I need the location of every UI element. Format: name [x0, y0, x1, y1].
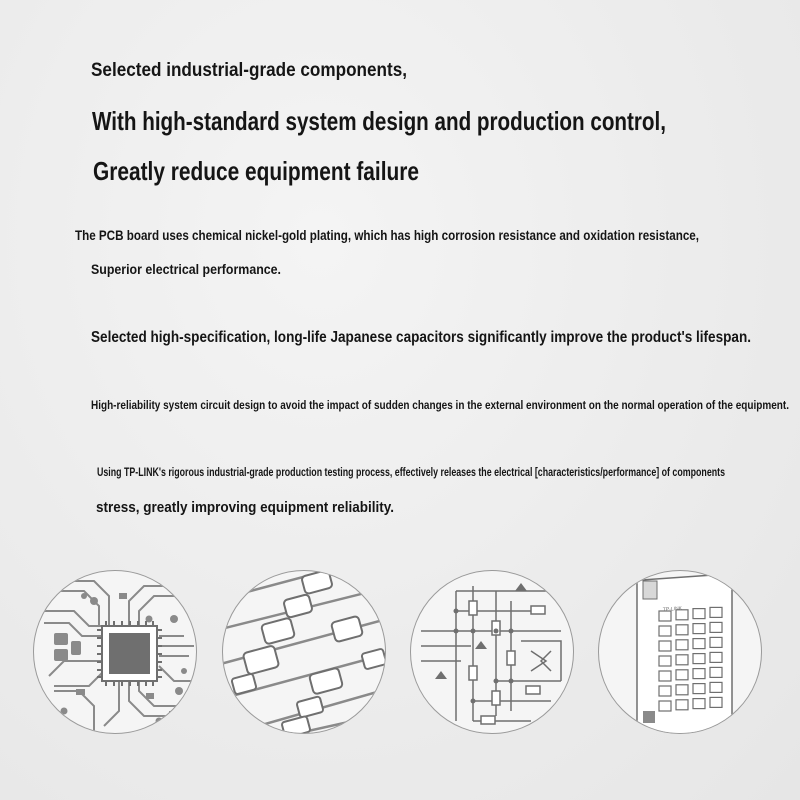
- switch-brand-label: TP-LINK: [662, 605, 683, 613]
- switch-port: [676, 655, 688, 665]
- switch-port: [659, 656, 671, 666]
- testing-feature-line-1-text: Using TP-LINK's rigorous industrial-grade production testing process, effectively releases the electrical [characteristics/performance] of components: [97, 465, 725, 479]
- switch-port: [710, 652, 722, 662]
- circuit-feature: [91, 398, 800, 412]
- capacitor-illustration: [222, 570, 386, 734]
- headline-line-2-text: With high-standard system design and production control,: [92, 106, 666, 136]
- switch-port: [710, 637, 722, 647]
- switch-port: [676, 640, 688, 650]
- switch-port: [710, 622, 722, 632]
- circuit-illustration: [410, 570, 574, 734]
- switch-port: [693, 669, 705, 679]
- network-switch-icon: [599, 571, 762, 734]
- pcb-feature-line-1-text: The PCB board uses chemical nickel-gold plating, which has high corrosion resistance and oxidation resistance,: [75, 227, 699, 243]
- testing-feature-line-1: [97, 465, 800, 479]
- headline-line-1-text: Selected industrial-grade components,: [91, 60, 407, 81]
- switch-port: [693, 639, 705, 649]
- switch-port: [676, 670, 688, 680]
- switch-port: [676, 700, 688, 710]
- switch-port: [659, 671, 671, 681]
- capacitor-feature: [91, 329, 800, 347]
- headline-line-3-text: Greatly reduce equipment failure: [93, 156, 419, 186]
- switch-port: [659, 626, 671, 636]
- pcb-chip-illustration: [33, 570, 197, 734]
- testing-feature-line-2: [96, 499, 427, 516]
- capacitor-icon: [223, 571, 386, 734]
- switch-port: [676, 685, 688, 695]
- switch-port: [710, 667, 722, 677]
- switch-port: [659, 701, 671, 711]
- pcb-feature-line-1: [75, 227, 800, 243]
- switch-port: [693, 609, 705, 619]
- switch-port: [710, 697, 722, 707]
- headline-line-3: [93, 156, 499, 187]
- switch-port: [693, 624, 705, 634]
- switch-port: [693, 654, 705, 664]
- circuit-schematic-icon: [411, 571, 574, 734]
- network-switch-illustration: [598, 570, 762, 734]
- switch-port: [710, 607, 722, 617]
- switch-port: [659, 686, 671, 696]
- capacitor-feature-text: Selected high-specification, long-life Japanese capacitors significantly improve the product's lifespan.: [91, 329, 751, 346]
- switch-port: [693, 699, 705, 709]
- switch-port: [659, 641, 671, 651]
- switch-port: [693, 684, 705, 694]
- pcb-chip-icon: [34, 571, 197, 734]
- testing-feature-line-2-text: stress, greatly improving equipment reliability.: [96, 499, 394, 516]
- circuit-feature-text: High-reliability system circuit design to avoid the impact of sudden changes in the external environment on the normal operation of the equipment.: [91, 398, 789, 412]
- pcb-feature-line-2: [91, 261, 306, 277]
- headline-line-2: [92, 106, 800, 137]
- pcb-feature-line-2-text: Superior electrical performance.: [91, 261, 281, 277]
- switch-port: [710, 682, 722, 692]
- headline-line-1: [91, 60, 442, 82]
- switch-port: [676, 625, 688, 635]
